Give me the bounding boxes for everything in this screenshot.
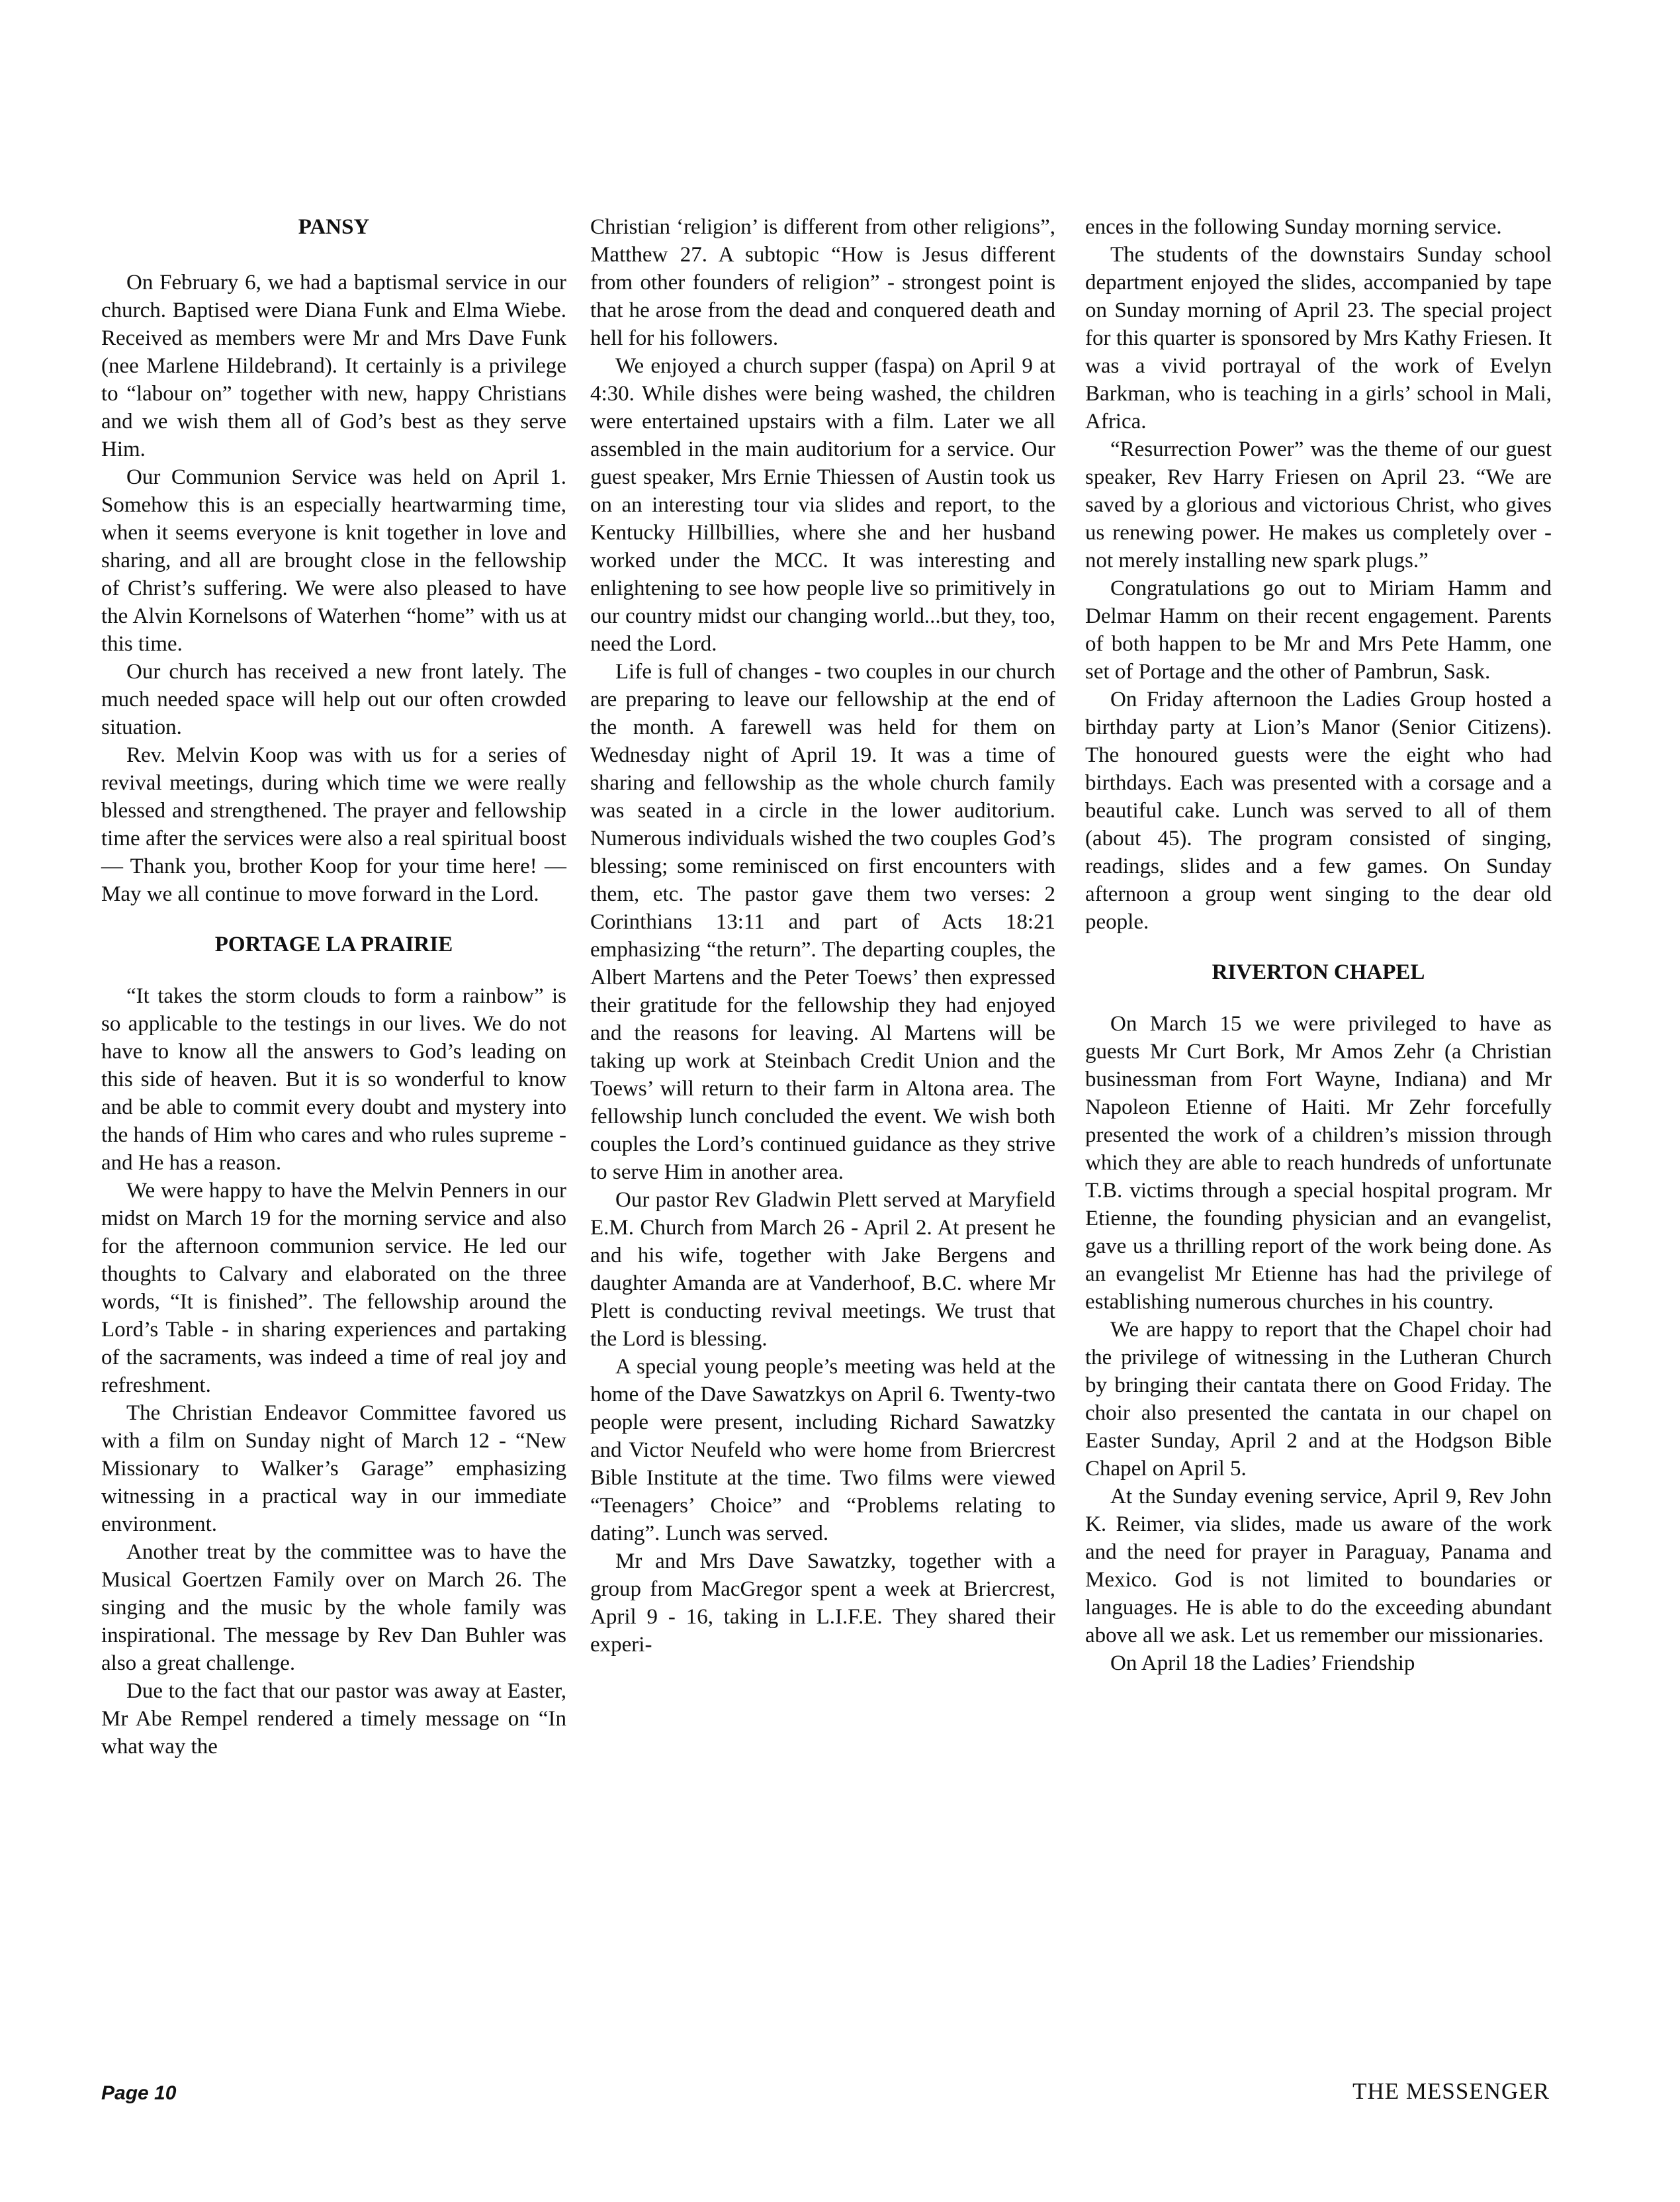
paragraph: Due to the fact that our pastor was away at Easter, Mr Abe Rempel rendered a timely message on “In what way the: [101, 1679, 566, 1759]
column-3: [1085, 213, 1552, 1677]
section-heading: RIVERTON CHAPEL: [1212, 960, 1425, 984]
paragraph: Life is full of changes - two couples in our church are preparing to leave our fellowship at the end of the month. A farewell was held for them on Wednesday night of April 19. It was a time of sharing and fellowship as the whole church family was seated in a circle in the lower auditorium. Numerous individuals wished the two couples God’s blessing; some reminisced on first encounters with them, etc. The pastor gave them two verses: 2 Corinthians 13:11 and part of Acts 18:21 emphasizing “the return”. The departing couples, the Albert Martens and the Peter Toews’ then expressed their gratitude for the fellowship they had enjoyed and the reasons for leaving. Al Martens will be taking up work at Steinbach Credit Union and the Toews’ will return to their farm in Altona area. The fellowship lunch concluded the event. We wish both couples the Lord’s continued guidance as they strive to serve Him in another area.: [590, 660, 1055, 1184]
magazine-name: THE MESSENGER: [1352, 2078, 1550, 2104]
column-2: [590, 213, 1055, 1659]
section-heading: PANSY: [298, 215, 370, 239]
paragraph: Congratulations go out to Miriam Hamm and Delmar Hamm on their recent engagement. Parents of both happen to be Mr and Mrs Pete Hamm, one set of Portage and the other of Pambrun, Sask.: [1085, 576, 1552, 684]
paragraph: The students of the downstairs Sunday school department enjoyed the slides, accompanied by tape on Sunday morning of April 23. The special project for this quarter is sponsored by Mrs Kathy Friesen. It was a vivid portrayal of the work of Evelyn Barkman, who is teaching in a girls’ school in Mali, Africa.: [1085, 243, 1552, 434]
paragraph: On March 15 we were privileged to have as guests Mr Curt Bork, Mr Amos Zehr (a Christian businessman from Fort Wayne, Indiana) and Mr Napoleon Etienne of Haiti. Mr Zehr forcefully presented the work of a children’s mission through which they are able to reach hundreds of unfortunate T.B. victims through a special hospital program. Mr Etienne, the founding physician and an evangelist, gave us a thrilling report of the work being done. As an evangelist Mr Etienne has had the privilege of establishing numerous churches in his country.: [1085, 1012, 1552, 1314]
paragraph: The Christian Endeavor Committee favored us with a film on Sunday night of March 12 - “New Missionary to Walker’s Garage” emphasizing witnessing in a practical way in our immediate environment.: [101, 1401, 566, 1536]
paragraph: On February 6, we had a baptismal service in our church. Baptised were Diana Funk and Elma Wiebe. Received as members were Mr and Mrs Dave Funk (nee Marlene Hildebrand). It certainly is a privilege to “labour on” together with new, happy Christians and we wish them all of God’s best as they serve Him.: [101, 271, 566, 461]
paragraph: Our pastor Rev Gladwin Plett served at Maryfield E.M. Church from March 26 - April 2. At present he and his wife, together with Jake Bergens and daughter Amanda are at Vanderhoof, B.C. where Mr Plett is conducting revival meetings. We trust that the Lord is blessing.: [590, 1188, 1055, 1351]
continued-paragraph: Christian ‘religion’ is different from other religions”, Matthew 27. A subtopic “How is Jesus different from other founders of religion” - strongest point is that he arose from the dead and conquered death and hell for his followers.: [590, 215, 1055, 350]
paragraph: Mr and Mrs Dave Sawatzky, together with a group from MacGregor spent a week at Briercrest, April 9 - 16, taking in L.I.F.E. They shared their experi-: [590, 1549, 1055, 1657]
paragraph: Our Communion Service was held on April 1. Somehow this is an especially heartwarming time, when it seems everyone is knit together in love and sharing, and all are brought close in the fellowship of Christ’s suffering. We were also pleased to have the Alvin Kornelsons of Waterhen “home” with us at this time.: [101, 465, 566, 656]
paragraph: Our church has received a new front lately. The much needed space will help out our often crowded situation.: [101, 660, 566, 739]
paragraph: Another treat by the committee was to have the Musical Goertzen Family over on March 26. The singing and the music by the whole family was inspirational. The message by Rev Dan Buhler was also a great challenge.: [101, 1540, 566, 1675]
paragraph: We are happy to report that the Chapel choir had the privilege of witnessing in the Lutheran Church by bringing their cantata there on Good Friday. The choir also presented the cantata in our chapel on Easter Sunday, April 2 and at the Hodgson Bible Chapel on April 5.: [1085, 1318, 1552, 1481]
paragraph: We enjoyed a church supper (faspa) on April 9 at 4:30. While dishes were being washed, the children were entertained upstairs with a film. Later we all assembled in the main auditorium for a service. Our guest speaker, Mrs Ernie Thiessen of Austin took us on an interesting tour via slides and report, to the Kentucky Hillbillies, where she and her husband worked under the MCC. It was interesting and enlightening to see how people live so primitively in our country midst our changing world...but they, too, need the Lord.: [590, 354, 1055, 656]
column-1: [101, 213, 566, 1761]
paragraph: “Resurrection Power” was the theme of our guest speaker, Rev Harry Friesen on April 23. “We are saved by a glorious and victorious Christ, who gives us renewing power. He makes us completely over - not merely installing new spark plugs.”: [1085, 437, 1552, 573]
paragraph: Rev. Melvin Koop was with us for a series of revival meetings, during which time we were really blessed and strengthened. The prayer and fellowship time after the services were also a real spiritual boost — Thank you, brother Koop for your time here! — May we all continue to move forward in the Lord.: [101, 743, 566, 906]
paragraph: “It takes the storm clouds to form a rainbow” is so applicable to the testings in our lives. We do not have to know all the answers to God’s leading on this side of heaven. But it is so wonderful to know and be able to commit every doubt and mystery into the hands of Him who cares and who rules supreme - and He has a reason.: [101, 984, 566, 1175]
paragraph: At the Sunday evening service, April 9, Rev John K. Reimer, via slides, made us aware of the work and the need for prayer in Paraguay, Panama and Mexico. God is not limited to boundaries or languages. He is able to do the exceeding abundant above all we ask. Let us remember our missionaries.: [1085, 1485, 1552, 1647]
continued-paragraph: ences in the following Sunday morning service.: [1085, 215, 1502, 239]
page-number: Page 10: [101, 2082, 177, 2104]
paragraph: A special young people’s meeting was held at the home of the Dave Sawatzkys on April 6. Twenty-two people were present, including Richard Sawatzky and Victor Neufeld who were home from Briercrest Bible Institute at the time. Two films were viewed “Teenagers’ Choice” and “Problems relating to dating”. Lunch was served.: [590, 1355, 1055, 1545]
section-heading: PORTAGE LA PRAIRIE: [214, 933, 453, 956]
paragraph: On April 18 the Ladies’ Friendship: [1110, 1651, 1415, 1675]
paragraph: On Friday afternoon the Ladies Group hosted a birthday party at Lion’s Manor (Senior Citizens). The honoured guests were the eight who had birthdays. Each was presented with a corsage and a beautiful cake. Lunch was served to all of them (about 45). The program consisted of singing, readings, slides and a few games. On Sunday afternoon a group went singing to the dear old people.: [1085, 688, 1552, 934]
paragraph: We were happy to have the Melvin Penners in our midst on March 19 for the morning service and also for the afternoon communion service. He led our thoughts to Calvary and elaborated on the three words, “It is finished”. The fellowship around the Lord’s Table - in sharing experiences and partaking of the sacraments, was indeed a time of real joy and refreshment.: [101, 1179, 566, 1397]
